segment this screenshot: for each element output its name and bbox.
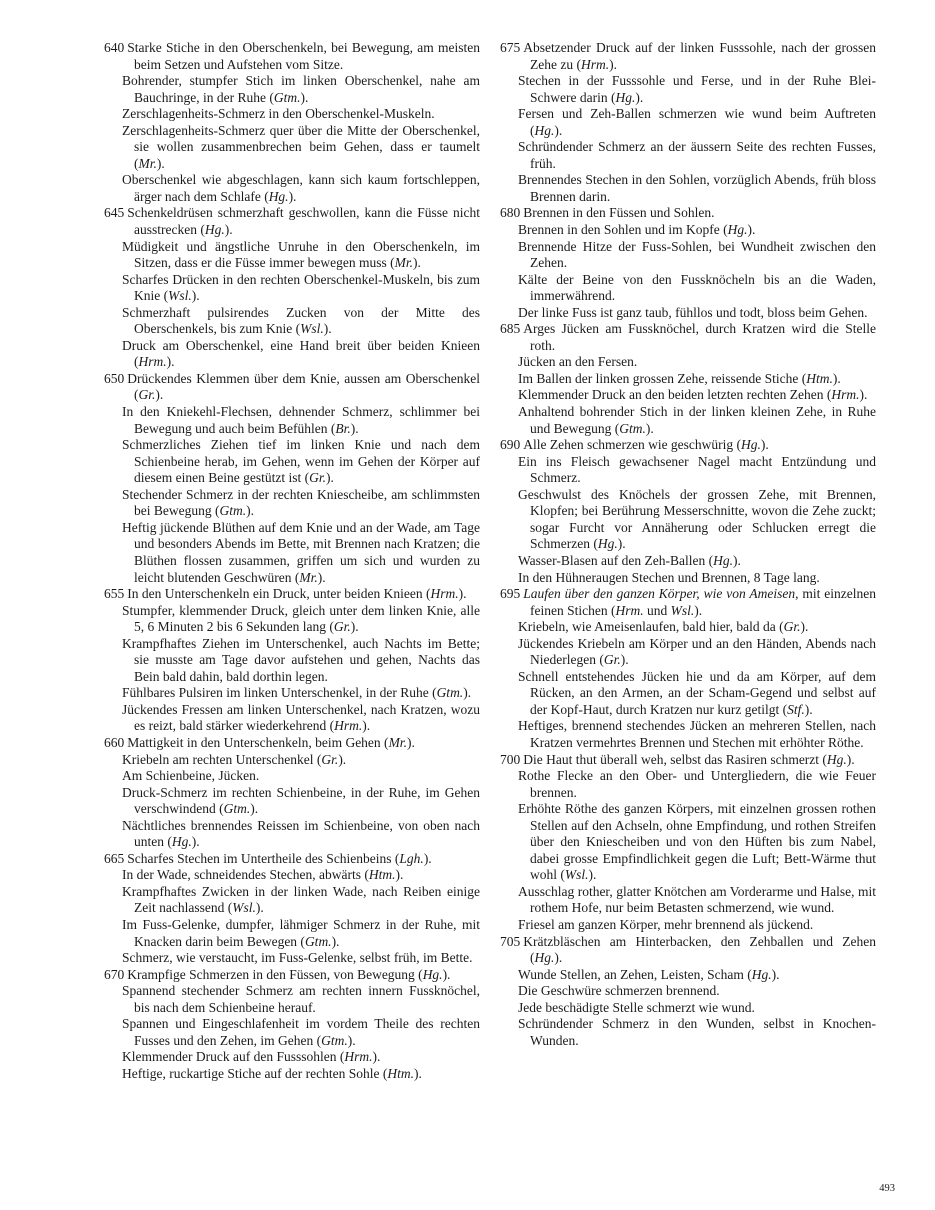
source-citation: Gtm. [619, 420, 646, 436]
symptom-entry: Im Fuss-Gelenke, dumpfer, lähmiger Schmerz in der Ruhe, mit Knacken darin beim Bewegen (Gtm.). [122, 916, 480, 949]
source-citation: Hrm. [344, 1049, 373, 1065]
source-citation: Wsl. [300, 321, 324, 337]
symptom-entry: In den Hühneraugen Stechen und Brennen, 8 Tage lang. [518, 569, 820, 585]
symptom-entry: Schründender Schmerz an der äussern Seite des rechten Fusses, früh. [518, 139, 876, 171]
symptom-entry: Heftig jückende Blüthen auf dem Knie und an der Wade, am Tage und besonders Abends im Bette, mit Brennen nach Kratzen; die Blüthen flossen zusammen, griffen um sich und wurden zu leicht blutenden Geschwüren (Mr.). [122, 519, 480, 585]
symptom-entry: Oberschenkel wie abgeschlagen, kann sich kaum fortschleppen, ärger nach dem Schlafe (Hg.). [122, 172, 480, 204]
source-citation: Gr. [333, 619, 351, 635]
symptom-entry: Müdigkeit und ängstliche Unruhe in den Oberschenkeln, im Sitzen, dass er die Füsse immer bewegen muss (Mr.). [122, 238, 480, 271]
symptom-entry: Schmerz, wie verstaucht, im Fuss-Gelenke, selbst früh, im Bette. [122, 950, 473, 966]
symptom-entry: Wasser-Blasen auf den Zeh-Ballen (Hg.). [518, 552, 741, 568]
source-citation: Hg. [268, 188, 289, 204]
source-citation: Hg. [727, 222, 748, 238]
symptom-entry: Druck am Oberschenkel, eine Hand breit über beiden Knieen (Hrm.). [122, 337, 480, 370]
symptom-entry: 670 Krampfige Schmerzen in den Füssen, von Bewegung (Hg.). [104, 966, 451, 982]
source-citation: Laufen über den ganzen Körper, wie von Ameisen [523, 586, 796, 602]
symptom-entry: 680 Brennen in den Füssen und Sohlen. [500, 205, 715, 221]
source-citation: Lgh. [399, 850, 424, 866]
symptom-entry: Am Schienbeine, Jücken. [122, 768, 260, 784]
source-citation: Wsl. [564, 867, 589, 883]
source-citation: Hg. [422, 966, 443, 982]
symptom-number: 695 [500, 586, 521, 602]
symptom-entry: 655 In den Unterschenkeln ein Druck, unter beiden Knieen (Hrm.). [104, 586, 467, 602]
symptom-entry: Friesel am ganzen Körper, mehr brennend als jückend. [518, 916, 814, 932]
right-column [500, 40, 876, 1082]
source-citation: Hg. [713, 552, 733, 568]
symptom-entry: Kriebeln am rechten Unterschenkel (Gr.). [122, 751, 347, 767]
symptom-entry: Klemmender Druck an den beiden letzten rechten Zehen (Hrm.). [518, 387, 868, 403]
source-citation: Htm. [387, 1065, 415, 1081]
symptom-entry: 675 Absetzender Druck auf der linken Fusssohle, nach der grossen Zehe zu (Hrm.). [500, 40, 876, 72]
source-citation: Gr. [309, 470, 326, 486]
symptom-entry: Im Ballen der linken grossen Zehe, reissende Stiche (Htm.). [518, 370, 841, 386]
symptom-entry: Jückendes Kriebeln am Körper und an den Händen, Abends nach Niederlegen (Gr.). [518, 635, 876, 668]
symptom-entry: Schründender Schmerz in den Wunden, selbst in Knochen-Wunden. [518, 1016, 876, 1048]
symptom-entry: Rothe Flecke an den Ober- und Untergliedern, die wie Feuer brennen. [518, 768, 876, 800]
symptom-entry: Stechen in der Fusssohle und Ferse, und in der Ruhe Blei-Schwere darin (Hg.). [518, 73, 876, 105]
symptom-entry: Nächtliches brennendes Reissen im Schienbeine, von oben nach unten (Hg.). [122, 817, 480, 850]
symptom-number: 665 [104, 850, 125, 866]
symptom-entry: 640 Starke Stiche in den Oberschenkeln, bei Bewegung, am meisten beim Setzen und Aufstehen vom Sitze. [104, 40, 480, 72]
symptom-entry: 690 Alle Zehen schmerzen wie geschwürig (Hg.). [500, 437, 769, 453]
source-citation: Gtm. [304, 933, 332, 949]
symptom-entry: Krampfhaftes Ziehen im Unterschenkel, auch Nachts im Bette; sie musste am Tage davor aufstehen und gehen, Nachts das Bein bald dahin, bald dorthin legen. [122, 635, 480, 684]
source-citation: Htm. [806, 370, 833, 386]
source-citation: Hrm. [334, 718, 363, 734]
symptom-entry: Anhaltend bohrender Stich in der linken kleinen Zehe, in Ruhe und Bewegung (Gtm.). [518, 404, 876, 436]
symptom-entry: Fühlbares Pulsiren im linken Unterschenkel, in der Ruhe (Gtm.). [122, 685, 472, 701]
page-number: 493 [879, 1183, 895, 1194]
source-citation: Hrm. [430, 586, 459, 602]
symptom-entry: Brennen in den Sohlen und im Kopfe (Hg.). [518, 222, 756, 238]
source-citation: Hg. [534, 122, 555, 138]
symptom-entry: Schmerzhaft pulsirendes Zucken von der Mitte des Oberschenkels, bis zum Knie (Wsl.). [122, 304, 480, 337]
symptom-entry: Ein ins Fleisch gewachsener Nagel macht Entzündung und Schmerz. [518, 453, 876, 486]
source-citation: Hrm. [831, 387, 860, 403]
symptom-number: 685 [500, 321, 521, 337]
symptom-entry: Jede beschädigte Stelle schmerzt wie wund. [518, 999, 755, 1015]
text-columns [104, 40, 876, 1082]
symptom-number: 645 [104, 205, 125, 221]
symptom-entry: Heftiges, brennend stechendes Jücken an mehreren Stellen, nach Kratzen vermehrtes Brennen und Stechen mit erhöhter Röthe. [518, 718, 876, 750]
source-citation: Hg. [741, 437, 761, 453]
symptom-number: 650 [104, 370, 125, 386]
symptom-entry: 660 Mattigkeit in den Unterschenkeln, beim Gehen (Mr.). [104, 734, 415, 750]
source-citation: Gr. [783, 619, 801, 635]
symptom-number: 660 [104, 734, 125, 750]
symptom-entry: Stechender Schmerz in der rechten Kniescheibe, am schlimmsten bei Bewegung (Gtm.). [122, 486, 480, 519]
source-citation: Hg. [615, 89, 636, 105]
symptom-entry: Stumpfer, klemmender Druck, gleich unter dem linken Knie, alle 5, 6 Minuten 2 bis 6 Sekunden lang (Gr.). [122, 602, 480, 635]
symptom-entry: Klemmender Druck auf den Fusssohlen (Hrm.). [122, 1049, 381, 1065]
symptom-entry: In den Kniekehl-Flechsen, dehnender Schmerz, schlimmer bei Bewegung und auch beim Befühlen (Br.). [122, 404, 480, 436]
symptom-entry: Kriebeln, wie Ameisenlaufen, bald hier, bald da (Gr.). [518, 619, 809, 635]
symptom-entry: Brennendes Stechen in den Sohlen, vorzüglich Abends, früh bloss Brennen darin. [518, 172, 876, 204]
source-citation: Hg. [534, 950, 555, 966]
source-citation: Gtm. [321, 1032, 348, 1048]
symptom-entry: Heftige, ruckartige Stiche auf der rechten Sohle (Htm.). [122, 1065, 422, 1081]
symptom-entry: Fersen und Zeh-Ballen schmerzen wie wund beim Auftreten (Hg.). [518, 106, 876, 138]
symptom-entry: Bohrender, stumpfer Stich im linken Oberschenkel, nahe am Bauchringe, in der Ruhe (Gtm.). [122, 73, 480, 105]
symptom-entry: Brennende Hitze der Fuss-Sohlen, bei Wundheit zwischen den Zehen. [518, 238, 876, 271]
symptom-entry: 695 Laufen über den ganzen Körper, wie von Ameisen, mit einzelnen feinen Stichen (Hrm. und Wsl.). [500, 586, 876, 618]
source-citation: Gtm. [273, 89, 301, 105]
source-citation: Stf. [787, 701, 805, 717]
symptom-entry: Spannend stechender Schmerz am rechten innern Fussknöchel, bis nach dem Schienbeine herauf. [122, 983, 480, 1015]
source-citation: Wsl. [232, 900, 256, 916]
source-citation: Gr. [603, 652, 621, 668]
symptom-entry: Spannen und Eingeschlafenheit im vordem Theile des rechten Fusses und den Zehen, im Gehen (Gtm.). [122, 1016, 480, 1048]
symptom-number: 705 [500, 933, 521, 949]
symptom-number: 655 [104, 586, 125, 602]
symptom-number: 690 [500, 437, 521, 453]
symptom-entry: Ausschlag rother, glatter Knötchen am Vorderarme und Halse, mit rothem Hofe, nur beim Betasten schmerzend, wie wund. [518, 883, 876, 916]
source-citation: Mr. [138, 155, 157, 171]
source-citation: Hrm. [580, 56, 610, 72]
source-citation: Hg. [171, 834, 192, 850]
source-citation: Br. [335, 420, 351, 436]
symptom-entry: Schmerzliches Ziehen tief im linken Knie und nach dem Schienbeine herab, im Gehen, wenn im Gehen der Körper auf diesem einen Beine gestützt ist (Gr.). [122, 437, 480, 486]
source-citation: Wsl. [168, 288, 192, 304]
source-citation: Gr. [321, 751, 339, 767]
source-citation: Hg. [751, 966, 772, 982]
source-citation: Hrm. [138, 354, 167, 370]
symptom-entry: Die Geschwüre schmerzen brennend. [518, 983, 720, 999]
symptom-entry: Der linke Fuss ist ganz taub, fühllos und todt, bloss beim Gehen. [518, 304, 868, 320]
symptom-entry: Jückendes Fressen am linken Unterschenkel, nach Kratzen, wozu es reizt, bald stärker wiederkehrend (Hrm.). [122, 701, 480, 734]
symptom-number: 640 [104, 40, 125, 55]
symptom-entry: Geschwulst des Knöchels der grossen Zehe, mit Brennen, Klopfen; bei Berührung Messerschnitte, wovon die Zehe zuckt; sogar Furcht vor Annäherung oder Schlucken erregt die Schmerzen (Hg.). [518, 486, 876, 552]
source-citation: Gtm. [219, 503, 247, 519]
source-citation: Wsl. [670, 602, 695, 618]
symptom-entry: Wunde Stellen, an Zehen, Leisten, Scham (Hg.). [518, 966, 780, 982]
symptom-number: 680 [500, 205, 521, 221]
symptom-entry: Zerschlagenheits-Schmerz quer über die Mitte der Oberschenkel, sie wollen zusammenbrechen beim Gehen, dass er taumelt (Mr.). [122, 122, 480, 171]
source-citation: Mr. [299, 569, 318, 585]
symptom-entry: 650 Drückendes Klemmen über dem Knie, aussen am Oberschenkel (Gr.). [104, 370, 480, 403]
source-citation: Hg. [826, 751, 847, 767]
symptom-entry: Scharfes Drücken in den rechten Oberschenkel-Muskeln, bis zum Knie (Wsl.). [122, 271, 480, 304]
source-citation: Gtm. [436, 685, 464, 701]
symptom-entry: 645 Schenkeldrüsen schmerzhaft geschwollen, kann die Füsse nicht ausstrecken (Hg.). [104, 205, 480, 238]
symptom-entry: 665 Scharfes Stechen im Untertheile des Schienbeins (Lgh.). [104, 850, 432, 866]
source-citation: Hrm. [615, 602, 644, 618]
symptom-entry: Kälte der Beine von den Fussknöcheln bis an die Waden, immerwährend. [518, 271, 876, 304]
symptom-number: 675 [500, 40, 521, 55]
symptom-entry: 700 Die Haut thut überall weh, selbst das Rasiren schmerzt (Hg.). [500, 751, 855, 767]
symptom-entry: In der Wade, schneidendes Stechen, abwärts (Htm.). [122, 867, 404, 883]
symptom-entry: Krampfhaftes Zwicken in der linken Wade, nach Reiben einige Zeit nachlassend (Wsl.). [122, 883, 480, 916]
source-citation: Hg. [597, 536, 618, 552]
source-citation: Hg. [204, 222, 225, 238]
symptom-entry: Jücken an den Fersen. [518, 354, 638, 370]
symptom-entry: 705 Krätzbläschen am Hinterbacken, den Zehballen und Zehen (Hg.). [500, 933, 876, 966]
symptom-number: 670 [104, 966, 125, 982]
symptom-entry: 685 Arges Jücken am Fussknöchel, durch Kratzen wird die Stelle roth. [500, 321, 876, 353]
source-citation: Gtm. [223, 801, 251, 817]
symptom-entry: Druck-Schmerz im rechten Schienbeine, in der Ruhe, im Gehen verschwindend (Gtm.). [122, 784, 480, 817]
symptom-entry: Zerschlagenheits-Schmerz in den Oberschenkel-Muskeln. [122, 106, 435, 122]
source-citation: Mr. [388, 734, 407, 750]
symptom-entry: Schnell entstehendes Jücken hie und da am Körper, auf dem Rücken, an den Armen, an der Scham-Gegend und selbst auf der Kopf-Haut, durch Kratzen nur kurz getilgt (Stf.). [518, 668, 876, 717]
source-citation: Mr. [394, 255, 413, 271]
left-column [104, 40, 480, 1082]
source-citation: Gr. [138, 387, 156, 403]
source-citation: Htm. [368, 867, 396, 883]
symptom-entry: Erhöhte Röthe des ganzen Körpers, mit einzelnen grossen rothen Stellen auf den Achseln, ohne Empfindung, und rothen Streifen über den Kniescheiben und von den Hüften bis zum Nabel, dabei grosse Empfindlichkeit gegen die Luft; Bett-Wärme thut wohl (Wsl.). [518, 801, 876, 883]
symptom-number: 700 [500, 751, 521, 767]
